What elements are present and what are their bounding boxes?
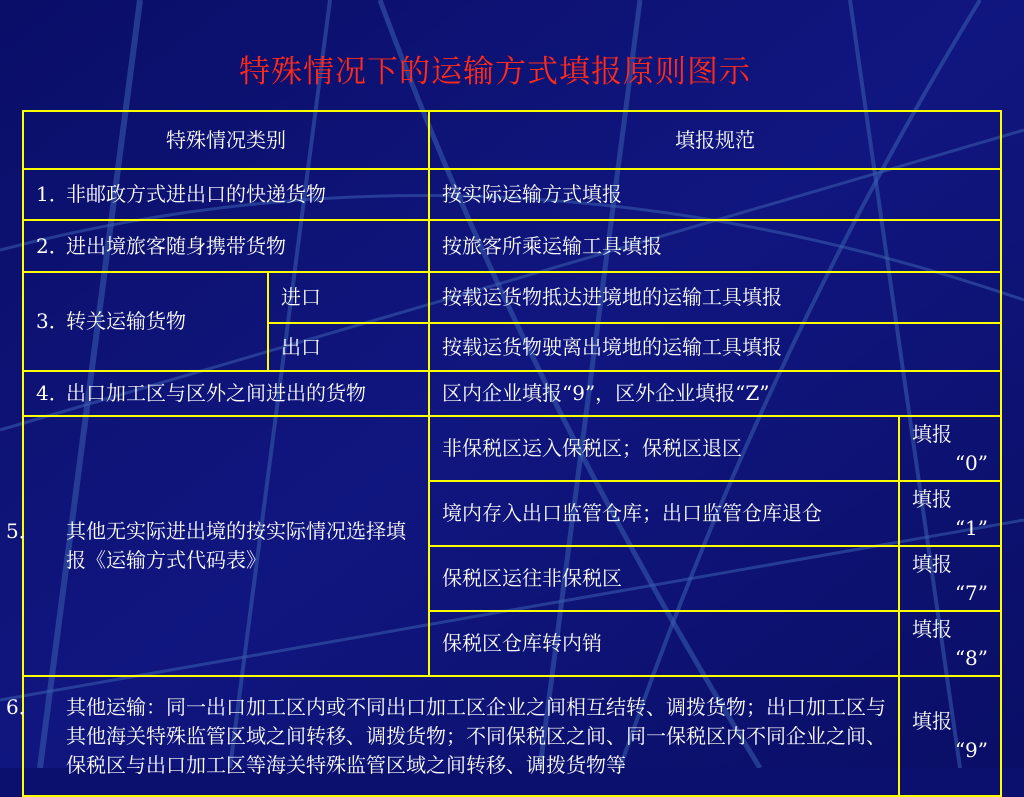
fill-label: 填报 [912, 709, 952, 733]
fill-label: 填报 [912, 616, 952, 641]
row2-rule: 按旅客所乘运输工具填报 [429, 220, 1001, 272]
table-row [23, 169, 1001, 220]
page-title: 特殊情况下的运输方式填报原则图示 [239, 54, 751, 90]
fill-label: 填报 [912, 551, 952, 576]
fill-code: “0” [954, 450, 988, 475]
row3-sub-export: 出口 [268, 323, 429, 371]
row4-category [23, 371, 429, 416]
fill-code: “8” [954, 645, 988, 670]
row3-label: 转关运输货物 [66, 309, 186, 333]
row5-sub2-fill [899, 481, 1001, 546]
row1-category [23, 169, 429, 220]
row3-category [23, 272, 268, 371]
table-row [23, 676, 1001, 796]
row2-label: 进出境旅客随身携带货物 [66, 233, 286, 258]
table-row [23, 371, 1001, 416]
row6-category [6, 676, 899, 796]
row-number: 4． [36, 381, 69, 405]
fill-code: “7” [954, 580, 988, 605]
row5-label: 其他无实际进出境的按实际情况选择填报《运输方式代码表》 [66, 519, 406, 572]
table-row [23, 272, 1001, 323]
table-header-row [23, 111, 1001, 169]
table-row [23, 416, 1001, 481]
fill-code: “9” [954, 738, 988, 762]
row2-category [23, 220, 429, 272]
row6-fill [899, 676, 1001, 796]
row-number: 3． [36, 309, 69, 333]
row3-sub-import: 进口 [268, 272, 429, 323]
header-category: 特殊情况类别 [23, 111, 429, 169]
row-number: 6． [6, 694, 39, 719]
row-number: 5． [6, 519, 39, 543]
row5-sub2-rule: 境内存入出口监管仓库；出口监管仓库退仓 [429, 481, 899, 546]
fill-label: 填报 [912, 486, 952, 511]
row1-label: 非邮政方式进出口的快递货物 [66, 182, 326, 206]
row5-sub3-fill [899, 546, 1001, 611]
row6-label: 其他运输：同一出口加工区内或不同出口加工区企业之间相互结转、调拨货物；出口加工区与其他海关特殊监管区域之间转移、调拨货物；不同保税区之间、同一保税区内不同企业之间、保税区与出口加工区等海关特殊监管区域之间转移、调拨货物等 [66, 694, 886, 777]
row4-rule: 区内企业填报“9”，区外企业填报“Z” [429, 371, 1001, 416]
row5-sub1-fill [899, 416, 1001, 481]
row5-sub4-fill [899, 611, 1001, 676]
fill-code: “1” [954, 515, 988, 540]
row3-rule-export: 按载运货物驶离出境地的运输工具填报 [429, 323, 1001, 371]
row5-sub4-rule: 保税区仓库转内销 [429, 611, 899, 676]
transport-rules-table [6, 110, 1002, 797]
table-row [23, 220, 1001, 272]
row5-category [6, 416, 429, 676]
row-number: 1． [36, 182, 69, 206]
row-number: 2． [36, 233, 69, 258]
row1-rule: 按实际运输方式填报 [429, 169, 1001, 220]
row3-rule-import: 按载运货物抵达进境地的运输工具填报 [429, 272, 1001, 323]
row5-sub3-rule: 保税区运往非保税区 [429, 546, 899, 611]
header-rule: 填报规范 [429, 111, 1001, 169]
row4-label: 出口加工区与区外之间进出的货物 [66, 381, 366, 405]
row5-sub1-rule: 非保税区运入保税区；保税区退区 [429, 416, 899, 481]
fill-label: 填报 [912, 421, 952, 446]
